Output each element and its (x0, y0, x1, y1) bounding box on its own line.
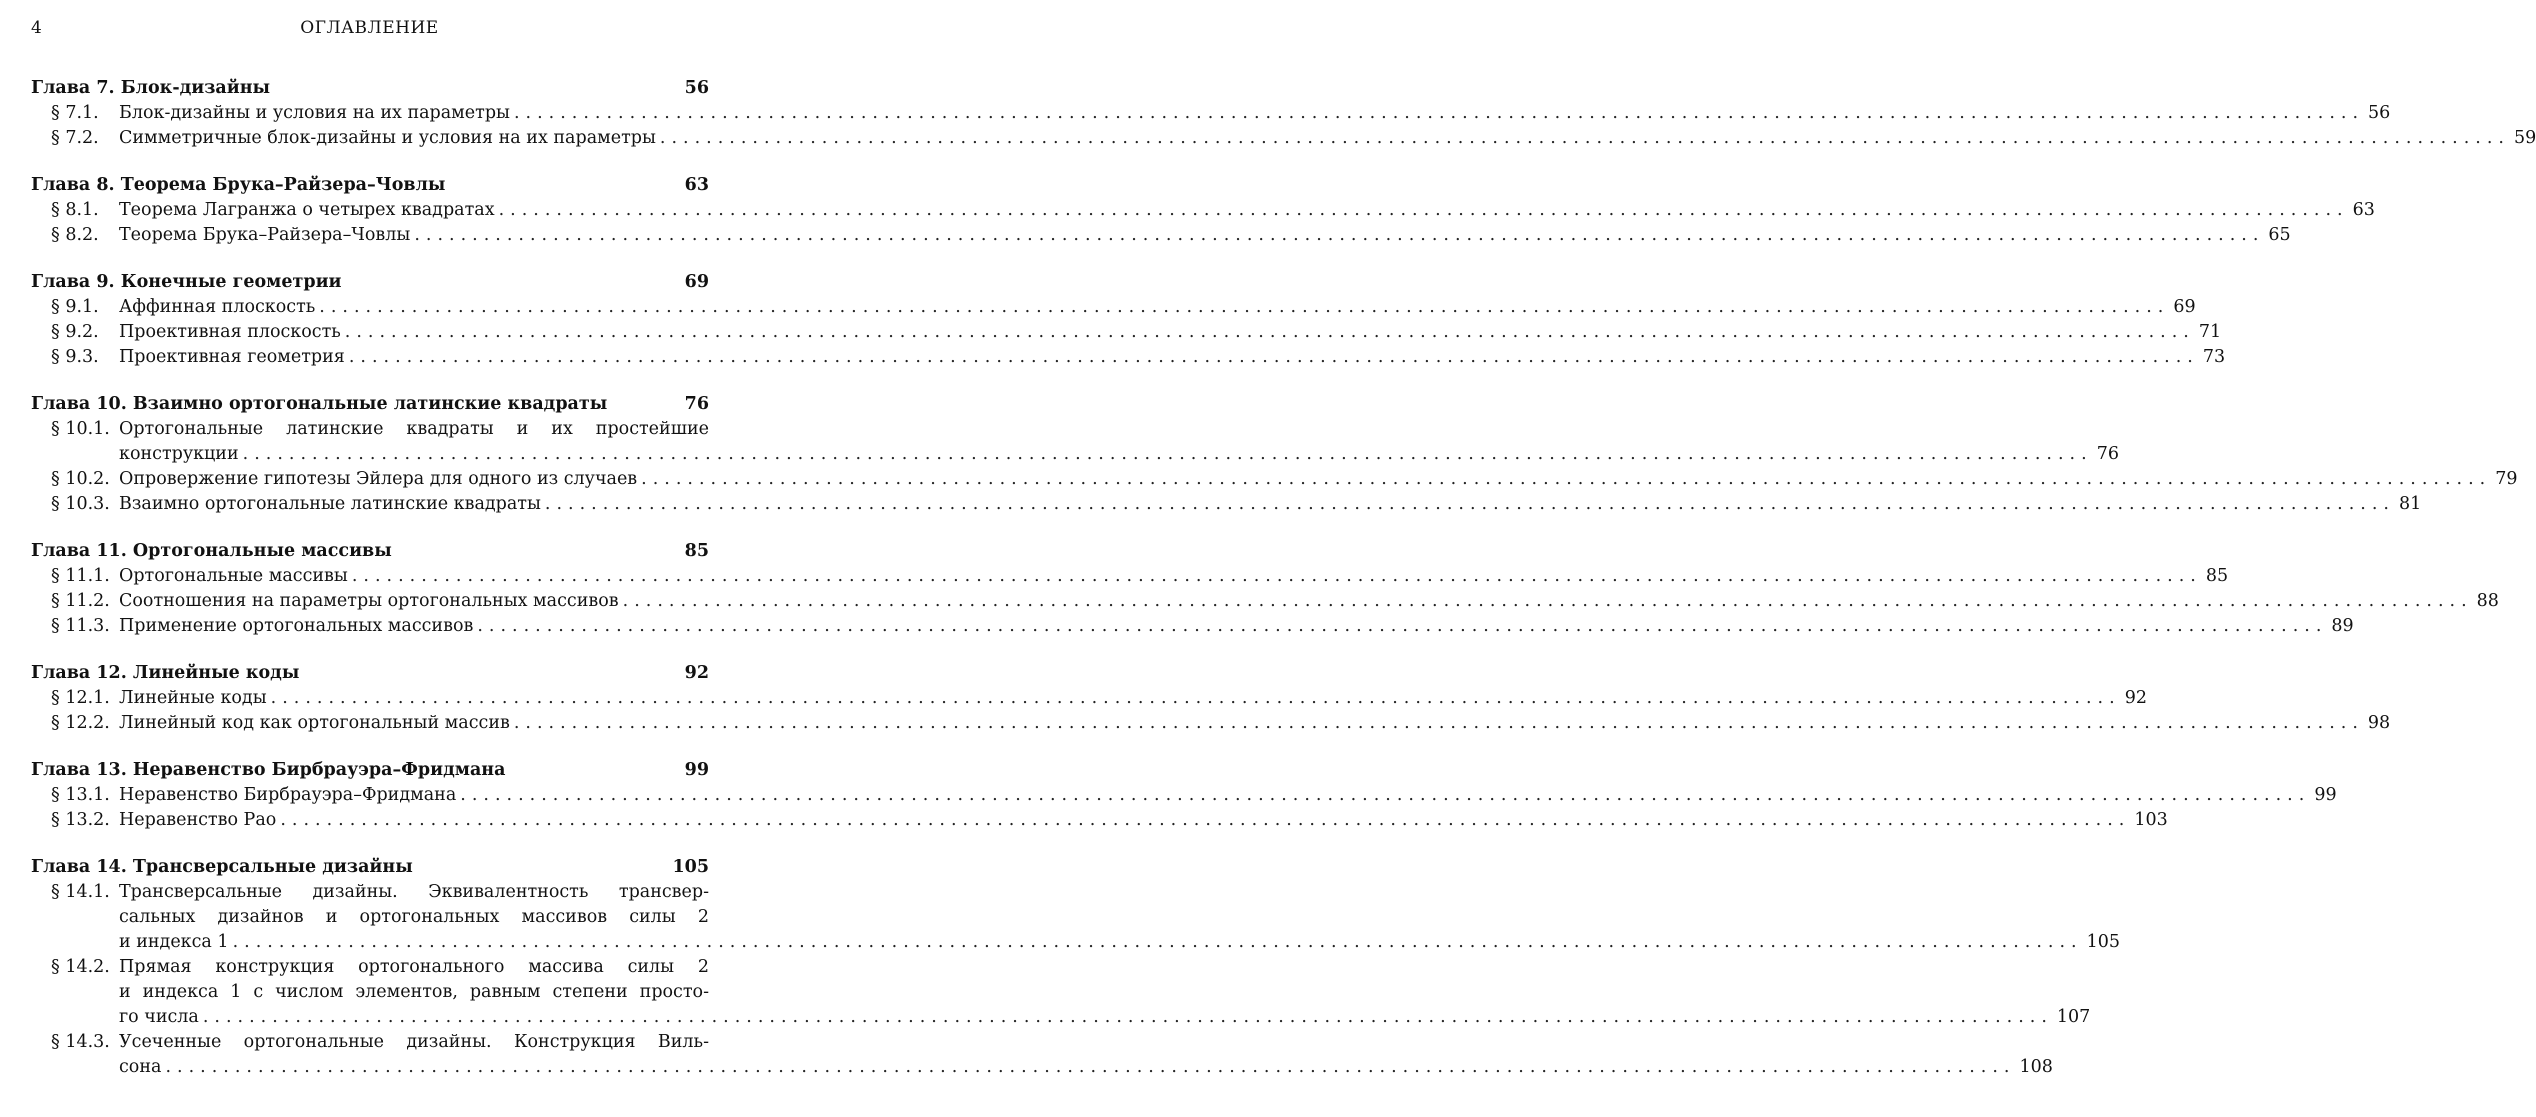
table-of-contents (31, 76, 2536, 1102)
toc-section[interactable] (31, 1030, 2053, 1080)
chapter-heading[interactable] (31, 539, 709, 564)
section-title (119, 614, 2354, 639)
section-title (119, 295, 2196, 320)
chapter-title: Глава 10. Взаимно ортогональные латинские квадраты (31, 394, 608, 414)
dot-leader: ................................................................................................................................................................ (280, 810, 2131, 830)
chapter-heading[interactable] (31, 758, 709, 783)
toc-section[interactable] (31, 589, 2499, 614)
section-title-text: Аффинная плоскость (119, 297, 316, 317)
section-title (119, 467, 2518, 492)
section-page-number: 99 (2314, 785, 2337, 805)
chapter-page-number: 85 (684, 541, 709, 561)
chapter-page-number: 92 (684, 663, 709, 683)
page-number: 4 (31, 18, 43, 38)
section-number: § 9.1. (51, 297, 99, 317)
dot-leader: ................................................................................................................................................................ (641, 469, 2492, 489)
section-page-number: 63 (2352, 200, 2375, 220)
dot-leader: ................................................................................................................................................................ (344, 322, 2195, 342)
section-title-text: Соотношения на параметры ортогональных массивов (119, 591, 619, 611)
dot-leader: ................................................................................................................................................................ (202, 1007, 2053, 1027)
section-page-number: 98 (2367, 713, 2391, 733)
chapter-title: Глава 9. Конечные геометрии (31, 272, 342, 292)
section-page-number: 69 (2173, 297, 2196, 317)
section-title (119, 345, 2226, 370)
dot-leader: ................................................................................................................................................................ (232, 932, 2083, 952)
section-title-last-line (119, 589, 2499, 614)
dot-leader: ................................................................................................................................................................ (460, 785, 2311, 805)
section-number: § 12.1. (51, 688, 110, 708)
section-title-text: Теорема Лагранжа о четырех квадратах (119, 200, 495, 220)
toc-section[interactable] (31, 223, 2291, 248)
toc-chapter (31, 270, 2226, 370)
section-number: § 12.2. (51, 713, 110, 733)
toc-section[interactable] (31, 467, 2518, 492)
section-page-number: 71 (2198, 322, 2222, 342)
section-title-line: Усеченные ортогональные дизайны. Конструкция Виль- (119, 1032, 709, 1052)
chapter-heading[interactable] (31, 661, 709, 686)
section-number: § 8.1. (51, 200, 99, 220)
dot-leader: ................................................................................................................................................................ (477, 616, 2328, 636)
chapter-heading[interactable] (31, 855, 709, 880)
section-number: § 8.2. (51, 225, 99, 245)
section-title (119, 783, 2337, 808)
section-title-last-line (119, 564, 2229, 589)
dot-leader: ................................................................................................................................................................ (270, 688, 2121, 708)
section-title-line: сальных дизайнов и ортогональных массивов силы 2 (119, 907, 709, 927)
toc-section[interactable] (31, 564, 2229, 589)
section-title-text: Неравенство Рао (119, 810, 277, 830)
section-title-last-line (119, 614, 2354, 639)
toc-chapter (31, 539, 2499, 639)
toc-chapter (31, 758, 2337, 833)
section-title-last-line (119, 442, 2119, 467)
section-title-text: Применение ортогональных массивов (119, 616, 474, 636)
section-title-last-line (119, 686, 2147, 711)
section-title-text: Ортогональные массивы (119, 566, 348, 586)
toc-section[interactable] (31, 417, 2119, 467)
section-number: § 10.3. (51, 494, 110, 514)
section-title (119, 880, 2121, 955)
section-title-last-line (119, 808, 2168, 833)
toc-chapter (31, 173, 2375, 248)
section-number: § 7.2. (51, 128, 99, 148)
dot-leader: ................................................................................................................................................................ (513, 713, 2364, 733)
section-title-last-line (119, 320, 2222, 345)
section-title-last-line (119, 711, 2391, 736)
section-title-text: Взаимно ортогональные латинские квадраты (119, 494, 541, 514)
section-title-last-line (119, 930, 2121, 955)
section-title-text: Неравенство Бирбрауэра–Фридмана (119, 785, 457, 805)
chapter-page-number: 63 (684, 175, 709, 195)
section-title-line: Ортогональные латинские квадраты и их простейшие (119, 419, 709, 439)
running-header (31, 18, 708, 40)
dot-leader: ................................................................................................................................................................ (348, 347, 2199, 367)
section-title-last-line (119, 198, 2375, 223)
toc-section[interactable] (31, 711, 2391, 736)
chapter-title: Глава 12. Линейные коды (31, 663, 300, 683)
chapter-heading[interactable] (31, 270, 709, 295)
section-title-line: Трансверсальные дизайны. Эквивалентность трансвер- (119, 882, 709, 902)
section-title-text: го числа (119, 1007, 199, 1027)
section-page-number: 76 (2096, 444, 2119, 464)
dot-leader: ................................................................................................................................................................ (622, 591, 2473, 611)
dot-leader: ................................................................................................................................................................ (659, 128, 2510, 148)
running-title: ОГЛАВЛЕНИЕ (300, 18, 439, 38)
chapter-page-number: 99 (684, 760, 709, 780)
section-page-number: 103 (2134, 810, 2168, 830)
section-title-text: Блок-дизайны и условия на их параметры (119, 103, 510, 123)
section-number: § 7.1. (51, 103, 99, 123)
toc-section[interactable] (31, 880, 2121, 955)
section-number: § 13.2. (51, 810, 110, 830)
section-title-text: Теорема Брука–Райзера–Човлы (119, 225, 411, 245)
chapter-page-number: 56 (684, 78, 709, 98)
dot-leader: ................................................................................................................................................................ (513, 103, 2365, 123)
section-title-last-line (119, 783, 2337, 808)
dot-leader: ................................................................................................................................................................ (351, 566, 2202, 586)
section-number: § 14.3. (51, 1032, 110, 1052)
chapter-heading[interactable] (31, 392, 709, 417)
toc-section[interactable] (31, 492, 2422, 517)
section-title-text: Линейный код как ортогональный массив (119, 713, 510, 733)
section-number: § 13.1. (51, 785, 110, 805)
section-number: § 14.1. (51, 882, 110, 902)
chapter-page-number: 69 (684, 272, 709, 292)
chapter-title: Глава 11. Ортогональные массивы (31, 541, 392, 561)
section-number: § 10.1. (51, 419, 110, 439)
section-title (119, 101, 2391, 126)
section-page-number: 85 (2205, 566, 2229, 586)
section-title (119, 686, 2147, 711)
toc-section[interactable] (31, 686, 2147, 711)
section-page-number: 108 (2019, 1057, 2053, 1077)
section-title (119, 1030, 2053, 1080)
section-page-number: 88 (2476, 591, 2499, 611)
section-number: § 11.2. (51, 591, 110, 611)
section-number: § 9.3. (51, 347, 99, 367)
chapter-heading[interactable] (31, 76, 709, 101)
section-number: § 10.2. (51, 469, 110, 489)
section-title (119, 589, 2499, 614)
section-title (119, 955, 2091, 1030)
section-title-text: Симметричные блок-дизайны и условия на их параметры (119, 128, 656, 148)
section-number: § 11.1. (51, 566, 110, 586)
section-title-last-line (119, 1005, 2091, 1030)
dot-leader: ................................................................................................................................................................ (165, 1057, 2016, 1077)
section-page-number: 59 (2513, 128, 2536, 148)
section-page-number: 107 (2056, 1007, 2091, 1027)
chapter-title: Глава 13. Неравенство Бирбрауэра–Фридмана (31, 760, 506, 780)
section-title-text: и индекса 1 (119, 932, 229, 952)
section-title-last-line (119, 1055, 2053, 1080)
section-title-text: конструкции (119, 444, 239, 464)
section-title (119, 711, 2391, 736)
section-title-line: Прямая конструкция ортогонального массива силы 2 (119, 957, 709, 977)
section-title (119, 320, 2222, 345)
toc-section[interactable] (31, 614, 2354, 639)
toc-chapter (31, 76, 2536, 151)
toc-chapter (31, 855, 2121, 1080)
section-title (119, 223, 2291, 248)
chapter-page-number: 76 (684, 394, 709, 414)
toc-section[interactable] (31, 126, 2536, 151)
chapter-title: Глава 8. Теорема Брука–Райзера–Човлы (31, 175, 446, 195)
chapter-title: Глава 7. Блок-дизайны (31, 78, 271, 98)
dot-leader: ................................................................................................................................................................ (319, 297, 2170, 317)
toc-section[interactable] (31, 198, 2375, 223)
section-title-text: Опровержение гипотезы Эйлера для одного из случаев (119, 469, 638, 489)
section-title-text: Проективная геометрия (119, 347, 345, 367)
chapter-title: Глава 14. Трансверсальные дизайны (31, 857, 413, 877)
section-number: § 14.2. (51, 957, 110, 977)
section-title (119, 564, 2229, 589)
dot-leader: ................................................................................................................................................................ (498, 200, 2349, 220)
section-title-text: Линейные коды (119, 688, 267, 708)
section-number: § 9.2. (51, 322, 99, 342)
toc-chapter (31, 392, 2518, 517)
toc-section[interactable] (31, 101, 2391, 126)
toc-section[interactable] (31, 320, 2222, 345)
section-title (119, 126, 2536, 151)
section-number: § 11.3. (51, 616, 110, 636)
section-title-last-line (119, 223, 2291, 248)
section-page-number: 65 (2268, 225, 2291, 245)
section-title-last-line (119, 101, 2391, 126)
section-page-number: 81 (2398, 494, 2422, 514)
dot-leader: ................................................................................................................................................................ (242, 444, 2093, 464)
section-title-text: Проективная плоскость (119, 322, 341, 342)
section-title-last-line (119, 126, 2536, 151)
section-page-number: 56 (2368, 103, 2391, 123)
chapter-page-number: 105 (672, 857, 709, 877)
section-page-number: 89 (2331, 616, 2354, 636)
chapter-heading[interactable] (31, 173, 709, 198)
dot-leader: ................................................................................................................................................................ (544, 494, 2395, 514)
section-title-last-line (119, 295, 2196, 320)
section-page-number: 92 (2124, 688, 2147, 708)
toc-chapter (31, 661, 2391, 736)
section-page-number: 105 (2086, 932, 2121, 952)
toc-section[interactable] (31, 783, 2337, 808)
section-title (119, 492, 2422, 517)
section-title (119, 417, 2119, 467)
section-title-last-line (119, 467, 2518, 492)
dot-leader: ................................................................................................................................................................ (414, 225, 2265, 245)
toc-section[interactable] (31, 345, 2226, 370)
section-title-last-line (119, 345, 2226, 370)
section-page-number: 79 (2495, 469, 2518, 489)
section-page-number: 73 (2202, 347, 2226, 367)
section-title-last-line (119, 492, 2422, 517)
toc-section[interactable] (31, 808, 2168, 833)
section-title (119, 198, 2375, 223)
section-title-text: сона (119, 1057, 162, 1077)
section-title-line: и индекса 1 с числом элементов, равным степени просто- (119, 982, 709, 1002)
toc-section[interactable] (31, 955, 2091, 1030)
toc-section[interactable] (31, 295, 2196, 320)
section-title (119, 808, 2168, 833)
